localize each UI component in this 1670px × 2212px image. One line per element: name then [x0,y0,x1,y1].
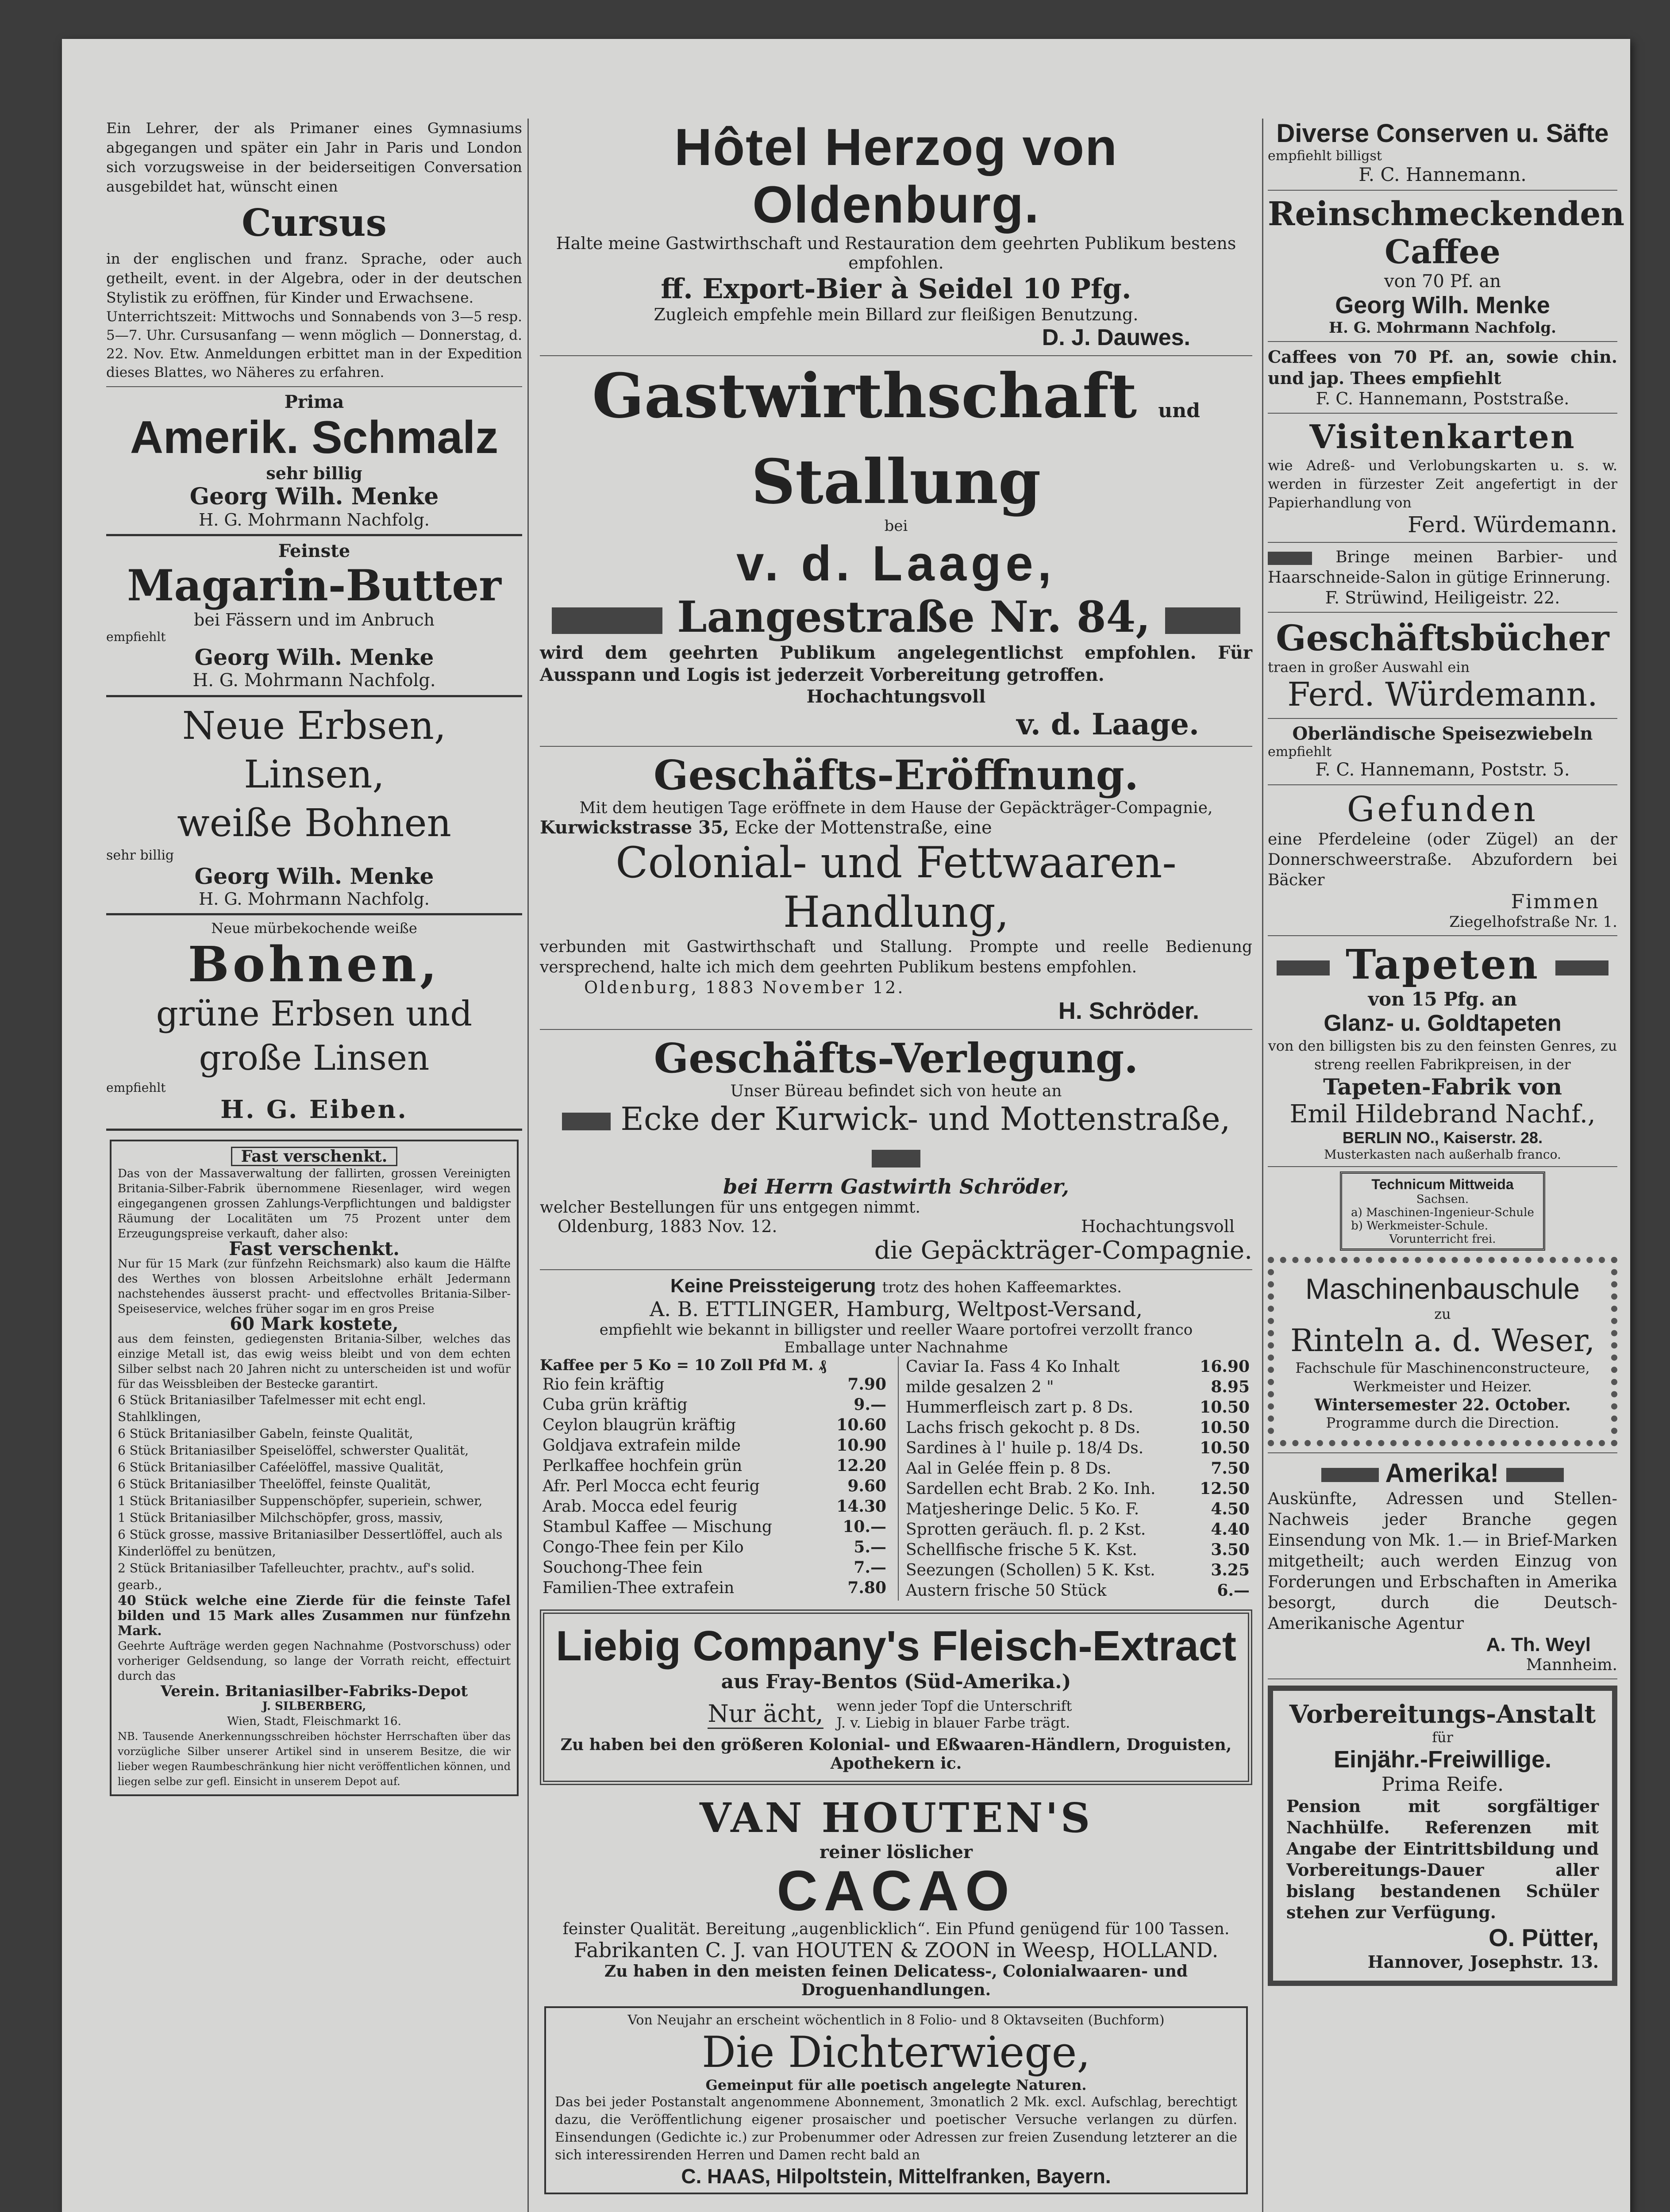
silber-depot: Verein. Britaniasilber-Fabriks-Depot [160,1682,468,1700]
silber-title: Fast verschenkt. [231,1147,398,1166]
schmalz-title: Amerik. Schmalz [130,412,499,463]
price-row [540,1537,889,1557]
hotel-ad [540,119,1252,351]
silber-item: 6 Stück Britaniasilber Speiselöffel, schwerster Qualität, [118,1443,469,1458]
maschinenbau-body: Fachschule für Maschinenconstructeure, Werkmeister und Heizer. [1295,1359,1590,1395]
price-value: 10.50 [1200,1418,1250,1437]
right-column [1268,119,1625,1986]
vorbereitung-addr: Hannover, Josephstr. 13. [1367,1952,1599,1972]
liebig-avail: Zu haben bei den größeren Kolonial- und Eßwaaren-Händlern, Droguisten, Apothekern ic. [560,1736,1232,1773]
kaffee-left-header: Kaffee per 5 Ko = 10 Zoll Pfd M. ₰ [540,1356,827,1374]
technicum-title: Technicum Mittweida [1371,1176,1514,1192]
price-item: Cuba grün kräftig [543,1395,688,1414]
verlegung-date: Oldenburg, 1883 Nov. 12. [558,1217,777,1236]
hotel-title: Hôtel Herzog von Oldenburg. [674,118,1118,234]
price-item: Sardellen echt Brab. 2 Ko. Inh. [906,1479,1156,1498]
price-value: 12.20 [836,1456,886,1475]
tapeten-title: Tapeten [1345,941,1540,988]
eroeffnung-street: Kurwickstrasse 35, [540,817,729,838]
divider [106,1129,522,1131]
tapeten-body: von den billigsten bis zu den feinsten Genres, zu streng reellen Fabrikpreisen, in der [1268,1037,1617,1073]
hand-pointer-icon [872,1150,920,1167]
stall-und: und [1158,399,1201,422]
divider [106,386,522,387]
houten-sub: reiner löslicher [820,1842,973,1863]
silber-intro: Das von der Massaverwaltung der fallirten, grossen Vereinigten Britania-Silber-Fabrik übernommene Riesenlager, wird wegen eingegangenen grossen Zahlungs-Verpflichtungen und baldigster Räumung der Localitäten um 75 Prozent unter dem Erzeugungspreise verkauft, daher also: [118,1167,511,1240]
caffee-title: Reinschmeckenden Caffee [1268,195,1625,271]
silber-ad [110,1140,519,1796]
hannemann-sign: F. C. Hannemann, Poststr. 5. [1315,760,1570,780]
tapeten-price: von 15 Pfg. an [1368,988,1517,1010]
verlegung-hoch: Hochachtungsvoll [1081,1217,1235,1236]
hotel-sign: D. J. Dauwes. [1042,325,1190,350]
divider [1268,1452,1617,1453]
schmalz-price: sehr billig [266,463,362,483]
price-item: Arab. Mocca edel feurig [543,1497,738,1516]
silber-item: 1 Stück Britaniasilber Suppenschöpfer, superiein, schwer, [118,1494,483,1508]
price-value: 8.95 [1211,1378,1250,1396]
divider [540,355,1252,356]
eroeffnung-body-2: Ecke der Mottenstraße, eine [735,818,992,838]
dichterwiege-intro: Von Neujahr an erscheint wöchentlich in 8 Folio- und 8 Oktavseiten (Buchform) [627,2012,1165,2028]
eroeffnung-body: Mit dem heutigen Tage eröffnete in dem Hause der Gepäckträger-Compagnie, [579,799,1213,817]
kaffee-table [540,1374,889,1598]
maschinenbau-prog: Programme durch die Direction. [1326,1414,1559,1431]
silber-offer: Nur für 15 Mark (zur fünfzehn Reichsmark) also kaum die Hälfte des Werthes von blossen Arbeitslohne erhält Jedermann nachstehendes äusserst pracht- und effectvolles Britania-Silber-Speiseservice, welches früher sogar im en gros Preise [118,1257,511,1316]
eroeffnung-title: Geschäfts-Eröffnung. [654,751,1139,799]
hand-pointer-icon [1506,1468,1564,1482]
menke-name: Georg Wilh. Menke [194,644,434,670]
hand-pointer-icon [1277,960,1330,975]
margarin-ad [106,541,522,691]
price-value: 7.50 [1211,1459,1250,1478]
bohnen-ad [106,920,522,1124]
divider [1268,612,1617,613]
houten-maker: Fabrikanten C. J. van HOUTEN & ZOON in Weesp, HOLLAND. [573,1938,1219,1962]
silber-items [118,1392,511,1594]
silber-order: Geehrte Aufträge werden gegen Nachnahme (Postvorschuss) oder vorheriger Geldsendung, so lange der Vorrath reicht, effectuirt durch das [118,1640,511,1683]
price-item: Caviar Ia. Fass 4 Ko Inhalt [906,1357,1120,1376]
hand-pointer-icon [1555,960,1608,975]
schmalz-ad [106,392,522,530]
price-row [540,1455,889,1476]
price-row [540,1435,889,1455]
thee-body: Caffees von 70 Pf. an, sowie chin. und jap. Thees empfiehlt [1268,347,1617,388]
price-value: 7.80 [847,1578,886,1597]
caffee-ad [1268,195,1625,337]
menke-name: Georg Wilh. Menke [194,863,434,889]
technicum-ad [1268,1171,1617,1251]
price-item: Afr. Perl Mocca echt feurig [543,1477,760,1495]
dichterwiege-body: Das bei jeder Postanstalt angenommene Abonnement, 3monatlich 2 Mk. excl. Aufschlag, berechtigt dazu, die Veröffentlichung eigener prosaischer und poetischer Versuche verlangen zu dürfen. Einsendungen (Gedichte ic.) zur Probenummer oder Adressen zur freien Zusendung letzterer an die sich interessirenden Herren und Damen recht bald an [555,2094,1237,2163]
hand-pointer-icon [1321,1468,1379,1482]
maschinenbau-place: Rinteln a. d. Weser, [1290,1322,1595,1359]
technicum-c: Vorunterricht frei. [1389,1233,1496,1246]
price-item: Matjesheringe Delic. 5 Ko. F. [906,1500,1139,1518]
hotel-billard: Zugleich empfehle mein Billard zur fleißigen Benutzung. [654,305,1139,324]
menke-sub: H. G. Mohrmann Nachfolg. [199,889,430,909]
price-value: 9.— [854,1395,886,1414]
liebig-nur: Nur ächt, [708,1700,823,1729]
price-row [540,1557,889,1578]
price-item: Austern frische 50 Stück [906,1581,1107,1600]
houten-ad [540,1794,1252,1999]
bohnen-title: Bohnen, [188,936,441,993]
price-row [540,1415,889,1435]
price-item: Familien-Thee extrafein [543,1578,735,1597]
divider [1268,718,1617,719]
divider [1268,784,1617,785]
silber-item: 1 Stück Britaniasilber Milchschöpfer, gross, massiv, [118,1510,443,1525]
price-row [540,1496,889,1517]
verlegung-intro: Unser Büreau befindet sich von heute an [730,1082,1062,1100]
tapeten-muster: Musterkasten nach außerhalb franco. [1324,1147,1561,1162]
delikatess-table [903,1356,1252,1601]
visitenkarten-title: Visitenkarten [1309,418,1576,456]
price-value: 10.60 [836,1416,886,1434]
price-item: Lachs frisch gekocht p. 8 Ds. [906,1418,1141,1437]
divider [540,746,1252,747]
zwiebel-title: Oberländische Speisezwiebeln [1292,723,1593,744]
silber-item: 6 Stück Britaniasilber Gabeln, feinste Qualität, [118,1426,413,1441]
divider [1268,413,1617,414]
verlegung-body: welcher Bestellungen für uns entgegen nimmt. [540,1198,920,1217]
silber-item: 2 Stück Britaniasilber Tafelleuchter, prachtv., auf's solid. gearb., [118,1561,475,1592]
price-value: 12.50 [1200,1479,1250,1498]
divider [1268,341,1617,342]
empfiehlt-label: empfiehlt [106,1080,166,1095]
margarin-title: Magarin-Butter [127,561,501,611]
eroeffnung-sign: H. Schröder. [1058,998,1199,1024]
silber-firm: J. SILBERBERG, [262,1700,366,1713]
erbsen-title: Neue Erbsen, [182,704,446,748]
buecher-ad [1268,617,1617,714]
price-row [903,1438,1252,1458]
barbier-body: Bringe meinen Barbier- und Haarschneide-Salon in gütige Erinnerung. [1268,548,1617,587]
erbsen-price: sehr billig [106,848,174,863]
left-column [106,119,522,1805]
column-rule [527,119,529,2212]
cursus-body: in der englischen und franz. Sprache, oder auch getheilt, event. in der Algebra, oder in der deutschen Stylistik zu eröffnen, für Kinder und Erwachsene. [106,250,522,306]
technicum-a: a) Maschinen-Ingenieur-Schule [1351,1206,1534,1219]
tapeten-addr: BERLIN NO., Kaiserstr. 28. [1342,1129,1543,1147]
liebig-sub: aus Fray-Bentos (Süd-Amerika.) [721,1671,1071,1693]
vorbereitung-title: Vorbereitungs-Anstalt [1289,1700,1596,1729]
silber-nb: NB. Tausende Anerkennungsschreiben höchster Herrschaften über das vorzügliche Silber unserer Artikel sind in unserem Besitze, die wir lieber wegen Raumbeschränkung hier nicht veröffentlichen können, und liegen selbe zur gefl. Einsicht in unserem Depot auf. [118,1730,511,1788]
buecher-name: Ferd. Würdemann. [1287,676,1598,714]
stall-ad [540,361,1252,741]
vorbereitung-sign: O. Pütter, [1489,1924,1599,1951]
divider [540,1269,1252,1270]
hand-pointer-icon [1165,607,1240,634]
vorbereitung-prima: Prima Reife. [1381,1773,1504,1796]
houten-quality: feinster Qualität. Bereitung „augenblicklich“. Ein Pfund genügend für 100 Tassen. [562,1920,1230,1938]
price-item: Congo-Thee fein per Kilo [543,1538,744,1556]
conserven-ad [1268,119,1617,185]
price-value: 5.— [854,1538,886,1556]
maschinenbau-ad [1268,1257,1617,1446]
silber-total: 40 Stück welche eine Zierde für die feinste Tafel bilden und 15 Mark alles Zusammen nur fünfzehn Mark. [118,1593,511,1639]
tapeten-ad [1268,941,1617,1162]
amerika-city: Mannheim. [1526,1656,1617,1674]
barbier-sign: F. Strüwind, Heiligeistr. 22. [1325,588,1560,607]
divider [1268,190,1617,191]
houten-title: VAN HOUTEN'S [699,1794,1093,1842]
cursus-title: Cursus [242,201,387,245]
dichterwiege-title: Die Dichterwiege, [701,2028,1090,2077]
price-value: 14.30 [836,1497,886,1516]
price-item: milde gesalzen 2 " [906,1378,1054,1396]
divider [1268,1678,1617,1679]
silber-quality: aus dem feinsten, gediegensten Britania-Silber, welches das einzige Metall ist, das ewig weiss bleibt und von dem echten Silber selbst nach 20 Jahren nicht zu unterscheiden ist und wofür für das Weissbleiben der Bestecke garantirt. [118,1333,511,1391]
wuerdemann-sign: Ferd. Würdemann. [1408,512,1617,538]
price-item: Hummerfleisch zart p. 8 Ds. [906,1398,1134,1417]
price-value: 7.— [854,1558,886,1577]
visitenkarten-body: wie Adreß- und Verlobungskarten u. s. w. werden in fürzester Zeit angefertigt in der Papierhandlung von [1268,457,1617,511]
empfiehlt-label: empfiehlt [106,630,166,644]
price-row [903,1540,1252,1560]
price-row [903,1499,1252,1519]
verlegung-sign: die Gepäckträger-Compagnie. [874,1236,1252,1265]
divider [106,913,522,915]
bohnen-sub: große Linsen [199,1038,430,1078]
verlegung-address: Ecke der Kurwick- und Mottenstraße, [620,1100,1231,1137]
zwiebel-sub: empfiehlt [1268,744,1332,760]
price-row [903,1580,1252,1601]
menke-sub: H. G. Mohrmann Nachfolg. [199,510,430,530]
kaffee-ad [540,1275,1252,1601]
price-value: 10.50 [1200,1398,1250,1417]
divider [106,534,522,536]
hotel-bier: ff. Export-Bier à Seidel 10 Pfg. [661,273,1131,305]
maschinenbau-winter: Wintersemester 22. October. [1314,1396,1571,1414]
amerika-body: Auskünfte, Adressen und Stellen-Nachweis jeder Branche gegen Einsendung von Mk. 1.— in Brief-Marken mitgetheilt; auch werden Einzug von Forderungen und Erbschaften in Amerika besorgt, durch die Deutsch-Amerikanische Agentur [1268,1489,1617,1633]
price-value: 9.60 [847,1477,886,1495]
liebig-cond: wenn jeder Topf die Unterschrift J. v. Liebig in blauer Farbe trägt. [836,1697,1072,1731]
liebig-ad [540,1609,1252,1785]
stall-bei: bei [884,517,908,535]
eroeffnung-text: verbunden mit Gastwirthschaft und Stallung. Prompte und reelle Bedienung versprechend, halte ich mich dem geehrten Publikum bestens empfohlen. [540,938,1252,976]
divider [106,695,522,697]
price-row [903,1479,1252,1499]
price-item: Sprotten geräuch. fl. p. 2 Kst. [906,1520,1146,1539]
gefunden-body: eine Pferdeleine (oder Zügel) an der Donnerschweerstraße. Abzufordern bei Bäcker [1268,830,1617,889]
erbsen-title: weiße Bohnen [177,801,451,845]
stall-title: Gastwirthschaft [592,360,1137,432]
hannemann-sign: F. C. Hannemann. [1358,164,1527,185]
price-value: 16.90 [1200,1357,1250,1376]
stall-body: wird dem geehrten Publikum angelegentlichst empfohlen. Für Ausspann und Logis ist jederzeit Vorbereitung getroffen. [540,642,1252,685]
hand-pointer-icon [562,1113,611,1130]
price-item: Aal in Gelée ffein p. 8 Ds. [906,1459,1112,1478]
silber-item: 6 Stück grosse, massive Britaniasilber Dessertlöffel, auch als Kinderlöffel zu benützen, [118,1527,503,1559]
visitenkarten-ad [1268,418,1617,538]
price-row [540,1476,889,1496]
silber-title-2: Fast verschenkt. [229,1238,400,1260]
kaffee-title: Keine Preissteigerung [670,1275,876,1297]
buecher-body: traen in großer Auswahl ein [1268,659,1470,676]
hand-pointer-icon [552,607,662,634]
price-value: 3.50 [1211,1540,1250,1559]
price-item: Rio fein kräftig [543,1375,665,1394]
margarin-feinste: Feinste [278,541,350,561]
price-row [540,1374,889,1394]
eroeffnung-date: Oldenburg, 1883 November 12. [584,978,905,997]
caffee-sub: H. G. Mohrmann Nachfolg. [1329,319,1556,337]
barbier-ad [1268,547,1617,607]
price-value: 10.— [843,1517,886,1536]
newspaper-page [62,39,1630,2212]
houten-avail: Zu haben in den meisten feinen Delicatess-, Colonialwaaren- und Droguenhandlungen. [604,1962,1188,1999]
tapeten-sub: Glanz- u. Goldtapeten [1324,1010,1562,1036]
amerika-title: Amerika! [1385,1458,1499,1488]
divider [1268,1166,1617,1167]
kaffee-intro: empfiehlt wie bekannt in billigster und reeller Waare portofrei verzollt franco Emballage unter Nachnahme [599,1321,1193,1356]
price-item: Stambul Kaffee — Mischung [543,1517,772,1536]
dichterwiege-sub: Gemeinput für alle poetisch angelegte Naturen. [705,2077,1087,2093]
eroeffnung-big: Colonial- und Fettwaaren-Handlung, [616,838,1177,937]
caffee-name: Georg Wilh. Menke [1335,292,1550,319]
price-value: 10.90 [836,1436,886,1455]
thee-ad [1268,346,1617,408]
bohnen-intro: Neue mürbekochende weiße [211,920,417,937]
technicum-b: b) Werkmeister-Schule. [1351,1219,1488,1233]
vorbereitung-ad [1268,1686,1617,1986]
cursus-schedule: Unterrichtszeit: Mittwochs und Sonnabends von 3—5 resp. 5—7. Uhr. Cursusanfang — wenn möglich — Donnerstag, d. 22. Nov. Etw. Anmeldungen erbittet man in der Expedition dieses Blattes, wo Näheres zu erfahren. [106,309,522,380]
price-item: Perlkaffee hochfein grün [543,1456,743,1475]
price-row [903,1458,1252,1479]
kaffee-firm: A. B. ETTLINGER, Hamburg, Weltpost-Versand, [650,1297,1143,1321]
price-row [540,1394,889,1415]
cursus-intro: Ein Lehrer, der als Primaner eines Gymnasiums abgegangen und später ein Jahr in Paris und London sich vorzugsweise in der beiderseitigen Conversation ausgebildet hat, wünscht einen [106,119,522,195]
hannemann-sign: F. C. Hannemann, Poststraße. [1316,389,1570,408]
menke-name: Georg Wilh. Menke [189,483,439,510]
silber-address: Wien, Stadt, Fleischmarkt 16. [227,1715,401,1728]
silber-item: 6 Stück Britaniasilber Tafelmesser mit echt engl. Stahlklingen, [118,1393,426,1424]
stall-title: Stallung [751,445,1041,518]
silber-item: 6 Stück Britaniasilber Theelöffel, feinste Qualität, [118,1477,431,1491]
zwiebel-ad [1268,723,1617,780]
column-rule [1262,119,1263,2212]
price-row [903,1417,1252,1438]
amerika-ad [1268,1458,1617,1674]
stall-address: Langestraße Nr. 84, [677,592,1151,642]
menke-sub: H. G. Mohrmann Nachfolg. [192,670,436,691]
price-value: 7.90 [847,1375,886,1394]
schmalz-prima: Prima [284,392,344,412]
gefunden-addr: Ziegelhofstraße Nr. 1. [1449,913,1617,931]
gefunden-name: Fimmen [1511,891,1600,913]
verlegung-ad [540,1034,1252,1265]
vorbereitung-sub: Einjähr.-Freiwillige. [1333,1746,1552,1773]
erbsen-title: Linsen, [244,753,385,797]
price-item: Souchong-Thee fein [543,1558,703,1577]
price-row [903,1560,1252,1580]
price-row [540,1517,889,1537]
kaffee-title-b: trotz des hohen Kaffeemarktes. [882,1279,1122,1296]
amerika-sign: A. Th. Weyl [1486,1634,1591,1655]
maschinenbau-zu: zu [1434,1306,1451,1322]
gefunden-title: Gefunden [1347,790,1539,830]
price-item: Sardines à l' huile p. 18/4 Ds. [906,1439,1144,1457]
houten-cacao: CACAO [777,1859,1016,1923]
cursus-ad [106,119,522,382]
middle-column [540,119,1252,2201]
bohnen-sub: grüne Erbsen und [156,994,473,1034]
divider [1268,935,1617,936]
price-row [540,1578,889,1598]
erbsen-ad [106,702,522,909]
price-row [903,1356,1252,1377]
liebig-title: Liebig Company's Fleisch-Extract [556,1622,1236,1670]
dichterwiege-ad [544,2006,1248,2194]
price-item: Schellfische frische 5 K. Kst. [906,1540,1137,1559]
stall-name: v. d. Laage, [736,536,1056,591]
vorbereitung-fuer: für [1432,1729,1453,1746]
tapeten-fabrik: Tapeten-Fabrik von [1323,1074,1562,1100]
margarin-sub: bei Fässern und im Anbruch [194,610,435,630]
caffee-price: von 70 Pf. an [1384,271,1501,292]
hotel-body: Halte meine Gastwirthschaft und Restauration dem geehrten Publikum bestens empfohlen. [556,234,1236,273]
price-item: Seezungen (Schollen) 5 K. Kst. [906,1561,1155,1579]
maschinenbau-title: Maschinenbauschule [1305,1272,1580,1305]
conserven-title: Diverse Conserven u. Säfte [1276,119,1609,148]
price-item: Goldjava extrafein milde [543,1436,741,1455]
buecher-title: Geschäftsbücher [1276,617,1609,659]
price-value: 4.50 [1211,1500,1250,1518]
eroeffnung-ad [540,751,1252,1025]
divider [1268,542,1617,543]
silber-price: 60 Mark kostete, [230,1313,399,1334]
divider [540,1029,1252,1030]
tapeten-name: Emil Hildebrand Nachf., [1289,1100,1596,1129]
price-row [903,1377,1252,1397]
price-value: 10.50 [1200,1439,1250,1457]
verlegung-title: Geschäfts-Verlegung. [654,1034,1139,1082]
eiben-sign: H. G. Eiben. [220,1095,408,1124]
technicum-sub: Sachsen. [1416,1193,1469,1206]
price-value: 3.25 [1211,1561,1250,1579]
silber-item: 6 Stück Britaniasilber Caféelöffel, massive Qualität, [118,1460,444,1475]
price-value: 4.40 [1211,1520,1250,1539]
gefunden-ad [1268,790,1617,931]
verlegung-bei: bei Herrn Gastwirth Schröder, [723,1175,1069,1198]
hand-pointer-icon [1268,552,1312,565]
dichterwiege-sign: C. HAAS, Hilpoltstein, Mittelfranken, Bayern. [681,2165,1111,2188]
vorbereitung-body: Pension mit sorgfältiger Nachhülfe. Referenzen mit Angabe der Eintrittsbildung und Vorbereitungs-Dauer aller bislang bestandenen Schüler stehen zur Verfügung. [1286,1796,1599,1922]
price-row [903,1519,1252,1540]
stall-sign: v. d. Laage. [1016,707,1199,741]
stall-hoch: Hochachtungsvoll [806,686,986,707]
price-value: 6.— [1217,1581,1250,1600]
price-row [903,1397,1252,1417]
price-item: Ceylon blaugrün kräftig [543,1416,736,1434]
conserven-sub: empfiehlt billigst [1268,148,1382,164]
